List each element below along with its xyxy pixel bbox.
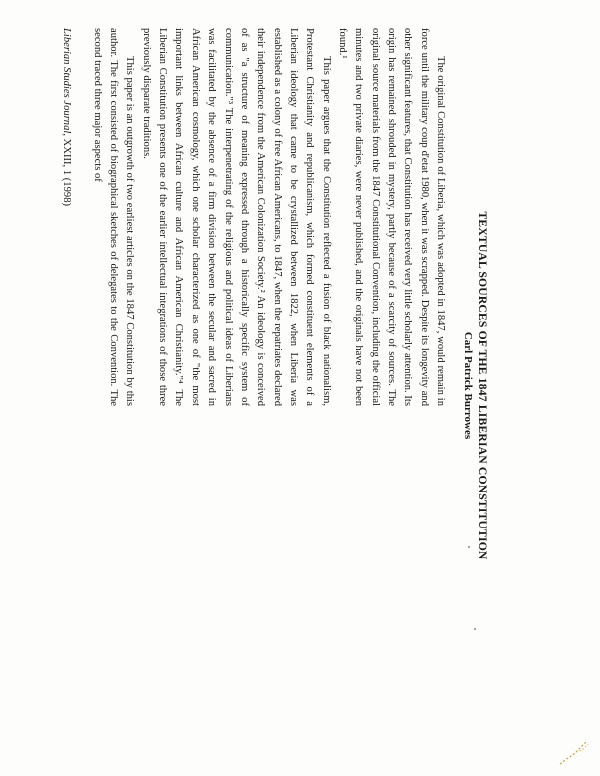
- pencil-mark-icon: [556, 728, 596, 768]
- paragraph-3: This paper is an outgrowth of two earliest articles on the 1847 Constitution by this author. The first consisted of biographical sketches of delegates to the Convention. The second traced three major aspects of: [91, 28, 136, 406]
- paragraph-1: The original Constitution of Liberia, which was adopted in 1847, would remain in force until the military coup d'etat 1980, when it was scrapped. Despite its longevity and other significant features, that Constitution has received very little scholarly attention. Its origin has remained shrouded in mystery, partly because of a scarcity of sources. The original source materials from the 1847 Constitutional Convention, including the official minutes and two private diaries, were never published, and the originals have not been found.¹: [336, 28, 446, 406]
- journal-issue: , XXIII, 1 (1998): [61, 133, 73, 207]
- article-author: Carl Patrick Burrowes: [462, 331, 474, 440]
- scan-speck: [468, 546, 470, 548]
- journal-citation: [58, 28, 74, 406]
- paragraph-2: This paper argues that the Constitution reflected a fusion of black nationalism, Protestant Christianity and republicanism, which formed constituent elements of a Liberian ideology that came to be crystallized between 1822, when Liberia was established as a colony of free African Americans, to 1847, when the repatriates declared their independence from the American Colonization Society.² An ideology is conceived of as "a structure of meaning expressed through a historically specific system of communication."³ The interpenetrating of the religious and political ideas of Liberians was facilitated by the absence of a firm division between the secular and sacred in African American cosmology, which one scholar characterized as one of "the most important links between African culture and African American Christianity."⁴ The Liberian Constitution presents one of the earlier intellectual integrations of those three previously disparate traditions.: [140, 28, 332, 406]
- rotated-article: [60, 28, 490, 743]
- journal-name: Liberian Studies Journal: [61, 28, 73, 134]
- article-title: TEXTUAL SOURCES OF THE 1847 LIBERIAN CONSTITUTION: [476, 211, 489, 560]
- scan-speck: [474, 628, 476, 630]
